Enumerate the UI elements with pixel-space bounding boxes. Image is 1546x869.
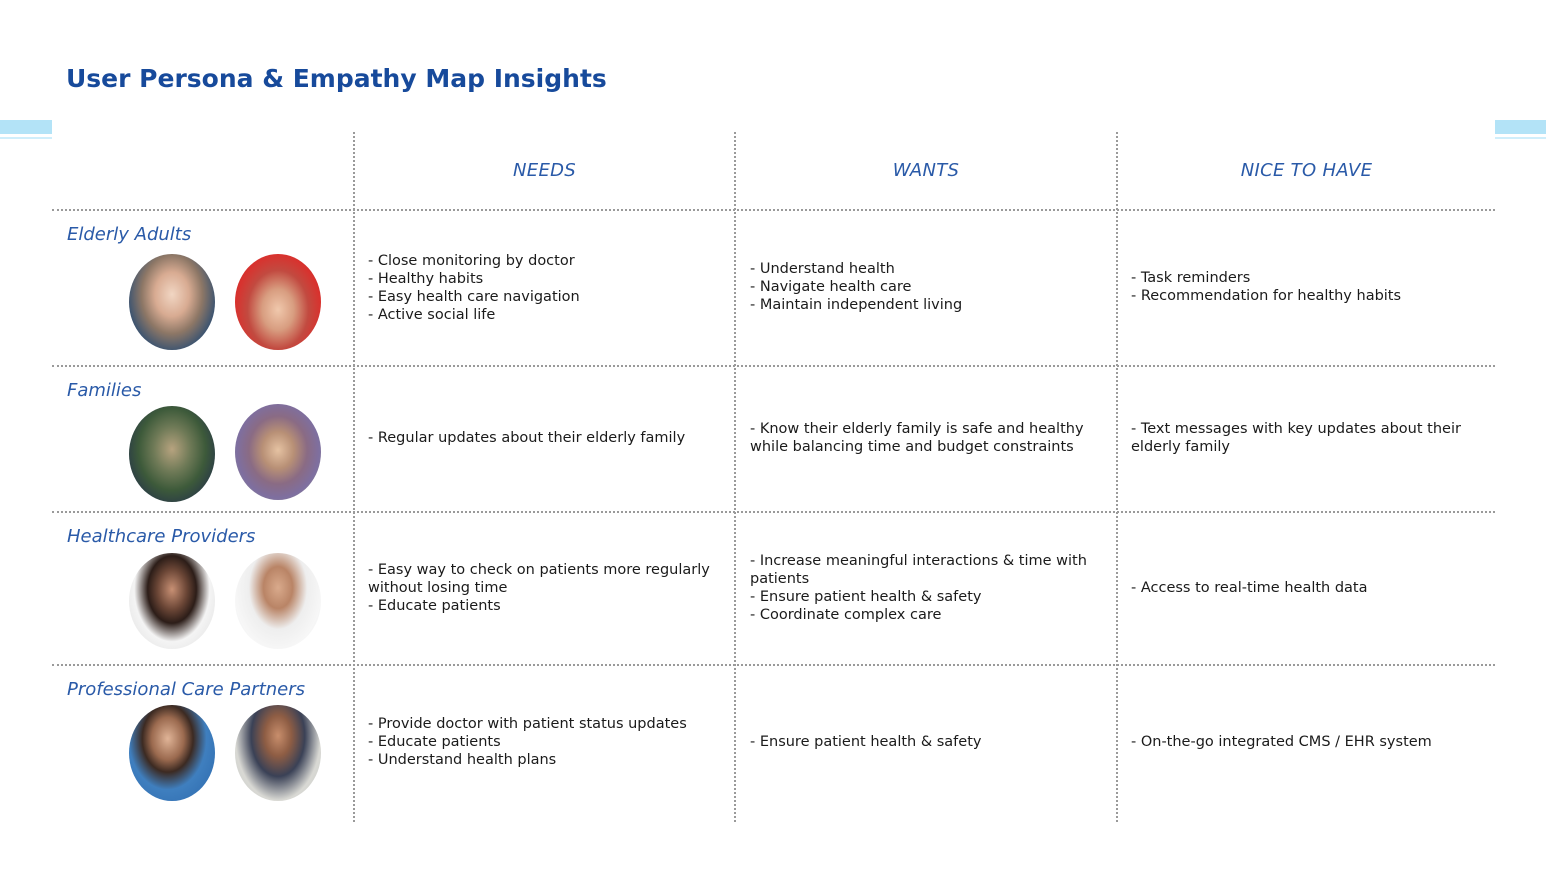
needs-item: - Provide doctor with patient status updates [368,716,687,732]
wants-item: - Understand health [750,261,895,277]
row-divider [52,365,1495,367]
column-header-needs: NEEDS [513,160,576,181]
wants-item: - Ensure patient health & safety [750,734,982,750]
accent-bar-right [1495,120,1546,134]
nice-to-have-cell [1131,733,1491,751]
row-divider [52,511,1495,513]
nice-item: - Text messages with key updates about their [1131,421,1461,437]
nice-item: - Recommendation for healthy habits [1131,288,1402,304]
needs-item: - Close monitoring by doctor [368,253,575,269]
needs-item: without losing time [368,580,508,596]
column-header-wants: WANTS [892,160,960,181]
needs-item: - Easy health care navigation [368,289,580,305]
wants-item: patients [750,571,810,587]
column-divider [1116,132,1118,822]
elderly-woman-avatar [235,254,321,350]
nice-item: - On-the-go integrated CMS / EHR system [1131,734,1432,750]
elderly-man-avatar [129,254,215,350]
care-partner-avatar [235,705,321,801]
nice-item: - Access to real-time health data [1131,580,1368,596]
persona-title-elderly-adults: Elderly Adults [67,224,192,245]
needs-item: - Healthy habits [368,271,484,287]
needs-item: - Regular updates about their elderly family [368,430,686,446]
column-divider [734,132,736,822]
nice-item: elderly family [1131,439,1231,455]
nice-to-have-cell [1131,269,1491,305]
male-doctor-avatar [235,553,321,649]
needs-item: - Active social life [368,307,496,323]
wants-item: - Maintain independent living [750,297,963,313]
column-divider [353,132,355,822]
column-header-nice-to-have: NICE TO HAVE [1240,160,1373,181]
accent-bar-left [0,120,52,134]
nice-to-have-cell [1131,579,1491,597]
needs-cell [368,429,728,447]
family-group-avatar [129,406,215,502]
needs-item: - Easy way to check on patients more regularly [368,562,710,578]
row-divider [52,209,1495,211]
persona-title-professional-care-partners: Professional Care Partners [67,679,306,700]
wants-cell [750,552,1110,624]
needs-cell [368,561,728,615]
wants-item: - Coordinate complex care [750,607,942,623]
needs-item: - Educate patients [368,598,501,614]
nice-to-have-cell [1131,420,1491,456]
wants-item: - Increase meaningful interactions & time with [750,553,1087,569]
page-title: User Persona & Empathy Map Insights [66,64,607,93]
needs-item: - Understand health plans [368,752,557,768]
wants-cell [750,260,1110,314]
wants-cell [750,420,1110,456]
needs-cell [368,715,728,769]
wants-item: - Navigate health care [750,279,912,295]
persona-title-healthcare-providers: Healthcare Providers [67,526,256,547]
needs-item: - Educate patients [368,734,501,750]
nurse-avatar [129,705,215,801]
family-generations-avatar [235,404,321,500]
persona-title-families: Families [67,380,142,401]
needs-cell [368,252,728,324]
wants-cell [750,733,1110,751]
female-doctor-avatar [129,553,215,649]
wants-item: while balancing time and budget constraints [750,439,1074,455]
nice-item: - Task reminders [1131,270,1251,286]
wants-item: - Know their elderly family is safe and healthy [750,421,1084,437]
wants-item: - Ensure patient health & safety [750,589,982,605]
row-divider [52,664,1495,666]
